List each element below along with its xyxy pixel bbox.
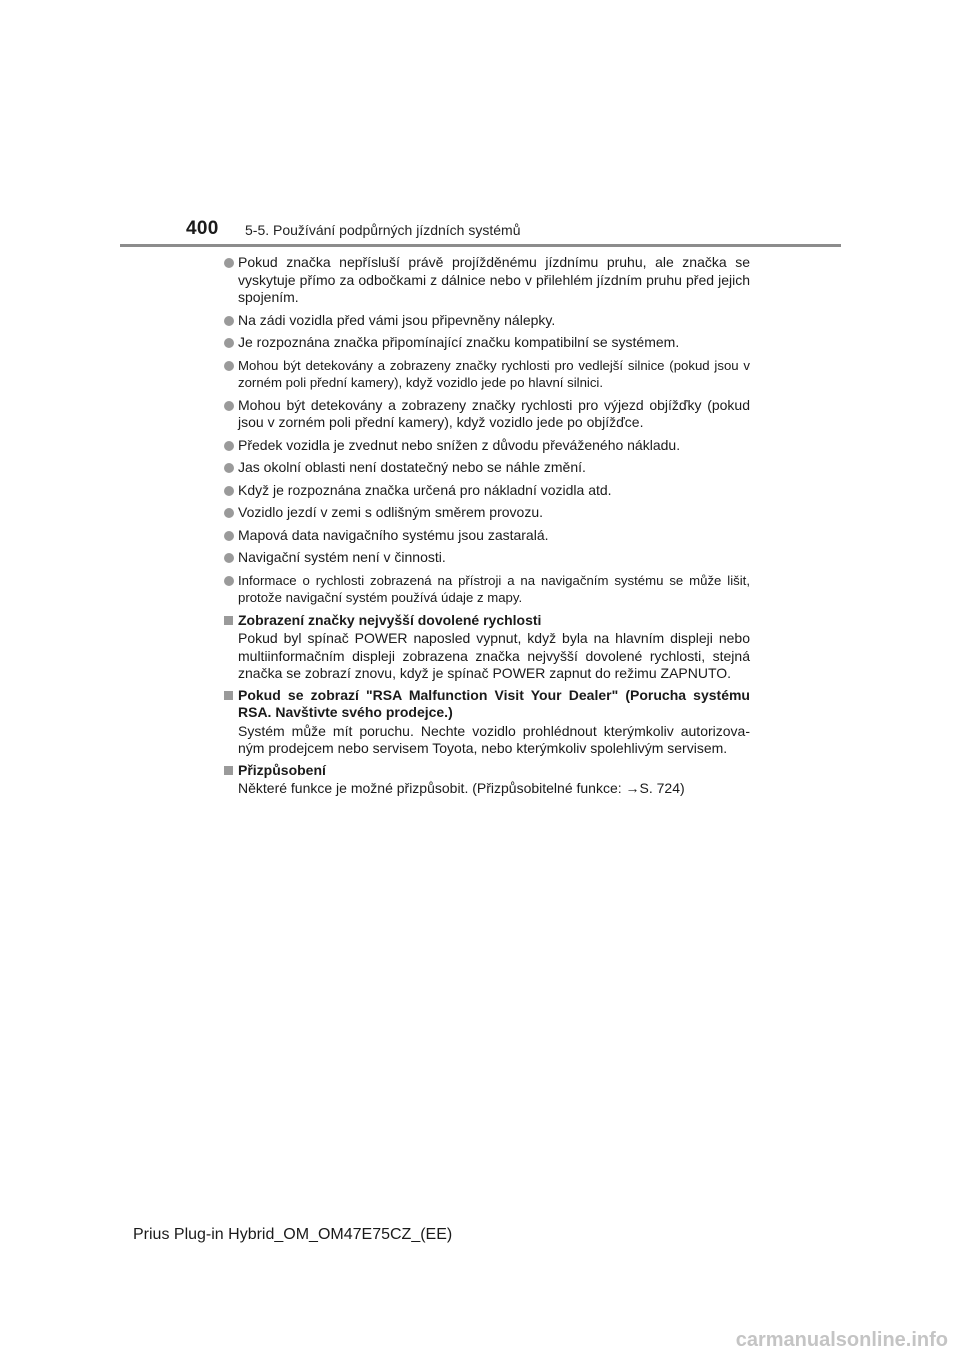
subsection-speed-sign-display bbox=[224, 612, 750, 683]
subsection-body: Systém může mít poruchu. Nechte vozidlo prohlédnout kterýmkoliv autorizova-ným prodejcem nebo servisem Toyota, nebo kterýmkoliv spolehlivým servisem. bbox=[238, 722, 750, 756]
list-item: Mohou být detekovány a zobrazeny značky rychlosti pro vedlejší silnice (pokud jsou v zorném poli přední kamery), když vozidlo jede po hlavní silnici. bbox=[224, 357, 750, 392]
bullet-dot-icon bbox=[224, 441, 234, 451]
list-item: Navigační systém není v činnosti. bbox=[224, 549, 750, 567]
list-item: Na zádi vozidla před vámi jsou připevněny nálepky. bbox=[224, 312, 750, 330]
list-item: Vozidlo jezdí v zemi s odlišným směrem provozu. bbox=[224, 504, 750, 522]
page-number: 400 bbox=[186, 218, 219, 239]
bullet-dot-icon bbox=[224, 401, 234, 411]
subsection-heading: Přizpůsobení bbox=[238, 761, 326, 778]
section-title: 5-5. Používání podpůrných jízdních systémů bbox=[245, 222, 521, 238]
list-item: Mohou být detekovány a zobrazeny značky rychlosti pro výjezd objížďky (pokud jsou v zorném poli přední kamery), když vozidlo jede po objížďce. bbox=[224, 397, 750, 432]
bullet-dot-icon bbox=[224, 463, 234, 473]
header-rule bbox=[120, 244, 841, 247]
subsection-heading: Zobrazení značky nejvyšší dovolené rychlosti bbox=[238, 611, 542, 628]
subsection-body: Některé funkce je možné přizpůsobit. (Přizpůsobitelné funkce: →S. 724) bbox=[238, 780, 685, 796]
bullet-dot-icon bbox=[224, 553, 234, 563]
list-item: Mapová data navigačního systému jsou zastaralá. bbox=[224, 527, 750, 545]
section-square-icon bbox=[224, 616, 233, 625]
footer-document-id: Prius Plug-in Hybrid_OM_OM47E75CZ_(EE) bbox=[133, 1226, 453, 1243]
bullet-dot-icon bbox=[224, 486, 234, 496]
section-square-icon bbox=[224, 766, 233, 775]
subsection-rsa-malfunction bbox=[224, 687, 750, 758]
page-content bbox=[224, 254, 750, 802]
bullet-dot-icon bbox=[224, 531, 234, 541]
list-item: Je rozpoznána značka připomínající značku kompatibilní se systémem. bbox=[224, 334, 750, 352]
bullet-dot-icon bbox=[224, 316, 234, 326]
section-square-icon bbox=[224, 691, 233, 700]
watermark: carmanualsonline.info bbox=[735, 1329, 948, 1351]
bullet-dot-icon bbox=[224, 508, 234, 518]
list-item: Když je rozpoznána značka určená pro nákladní vozidla atd. bbox=[224, 482, 750, 500]
list-item: Pokud značka nepřísluší právě projížděnému jízdnímu pruhu, ale značka se vyskytuje přímo za odbočkami z dálnice nebo v přilehlém jízdním pruhu před jejich spojením. bbox=[224, 254, 750, 307]
subsection-customization bbox=[224, 762, 750, 798]
bullet-dot-icon bbox=[224, 338, 234, 348]
subsection-heading: Pokud se zobrazí "RSA Malfunction Visit Your Dealer" (Porucha systému RSA. Navštivte svého prodejce.) bbox=[238, 686, 750, 720]
list-item: Informace o rychlosti zobrazená na přístroji a na navigačním systému se může lišit, protože navigační systém používá údaje z mapy. bbox=[224, 572, 750, 607]
list-item: Jas okolní oblasti není dostatečný nebo se náhle změní. bbox=[224, 459, 750, 477]
bullet-dot-icon bbox=[224, 258, 234, 268]
bullet-dot-icon bbox=[224, 576, 234, 586]
subsection-body: Pokud byl spínač POWER naposled vypnut, když byla na hlavním displeji nebo multiinformačním displeji zobrazena značka nejvyšší dovolené rychlosti, stejná značka se zobrazí znovu, když je spínač POWER zapnut do režimu ZAPNUTO. bbox=[238, 630, 750, 681]
list-item: Předek vozidla je zvednut nebo snížen z důvodu převáženého nákladu. bbox=[224, 437, 750, 455]
bullet-dot-icon bbox=[224, 361, 234, 371]
